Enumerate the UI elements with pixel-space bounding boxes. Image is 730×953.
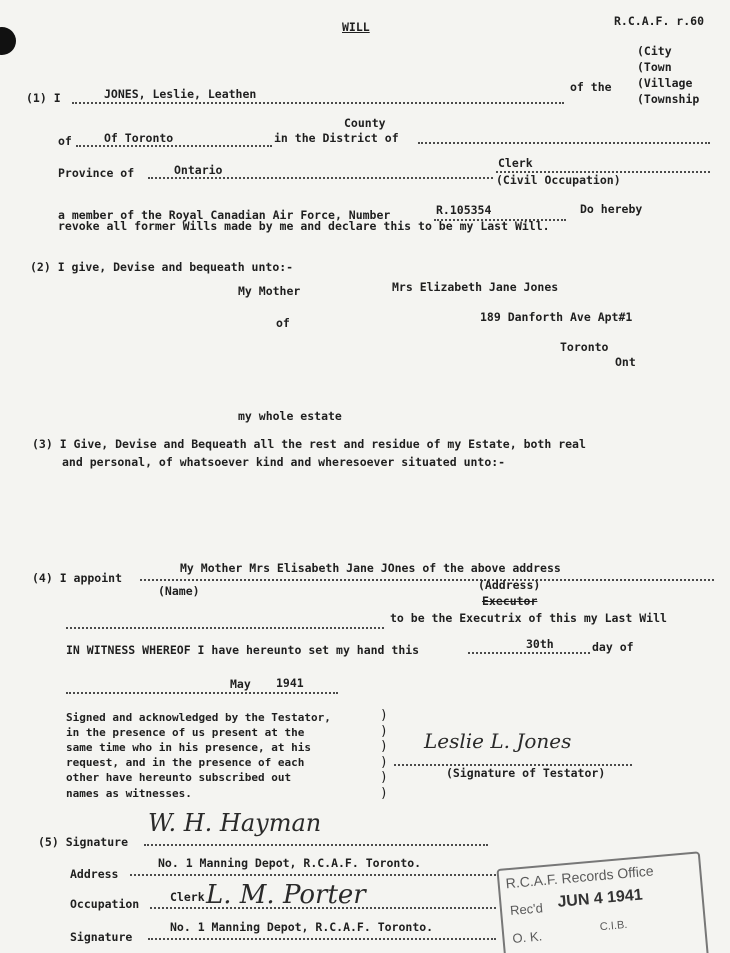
province-label: Province of — [58, 166, 135, 180]
witness-text: IN WITNESS WHEREOF I have hereunto set my hand this — [66, 643, 420, 657]
address-line3: Ont — [615, 355, 636, 369]
witness2-signature: L. M. Porter — [206, 880, 366, 910]
occupation-value: Clerk — [498, 156, 533, 170]
occupation-label: Occupation — [70, 897, 140, 911]
of-value: Of Toronto — [104, 131, 174, 145]
year-value: 1941 — [276, 676, 304, 690]
testator-caption: (Signature of Testator) — [446, 766, 606, 780]
address-caption: (Address) — [478, 578, 541, 592]
appointee: My Mother Mrs Elisabeth Jane JOnes of the above address — [180, 561, 561, 575]
attestation-line6: names as witnesses. — [66, 787, 192, 800]
will-document: WILL R.C.A.F. r.60 (City (Town (Village (Township (1) I JONES, Leslie, Leathen of the County of Of Toronto in the District of Province of Ontario Clerk (Civil Occupation) a member of the Royal Canadian Air Force, Number R.105354 Do hereby revoke all former Wills made by me and declare this to be my Last Will. (2) I give, Devise and bequeath unto:- My Mother Mrs Elizabeth Jane Jones of 189 Danforth Ave Apt#1 Toronto Ont my whole estate (3) I Give, Devise and Bequeath all the rest and residue of my Estate, both real and personal, of whatsoever kind and wheresoever situated unto:- (4) I appoint My Mother Mrs Elisabeth Jane JOnes of the above address (Name) (Address) Executor to be the Executrix of this my Last Will IN WITNESS WHEREOF I have hereunto set my hand this 30th day of May 1941 Signed and acknowledged by the Testator, in the presence of us present at the same time who in his presence, at his request, and in the presence of each other have hereunto subscribed out names as witnesses. ) ) ) ) ) ) Leslie L. Jones (Signature of Testator) (5) Signature W. H. Hayman Address No. 1 Manning Depot, R.C.A.F. Toronto. Occupation Clerk Signature No. 1 Manning Depot, R.C.A.F. Toronto. L. M. Porter R.C.A.F. Records Office Rec'd JUN 4 1941 O. K. C.I.B. — [0, 0, 730, 953]
attestation-line1: Signed and acknowledged by the Testator, — [66, 711, 331, 724]
executrix-text: to be the Executrix of this my Last Will — [390, 611, 667, 625]
stamp-recd-label: Rec'd — [509, 900, 544, 919]
witness1-signature: W. H. Hayman — [148, 809, 322, 837]
hereby-text: Do hereby — [580, 202, 643, 216]
locality-option-township: (Township — [637, 92, 700, 106]
punch-hole — [0, 27, 16, 55]
locality-option-town: (Town — [637, 60, 672, 74]
locality-option-city: (City — [637, 44, 672, 58]
clause3-line1: (3) I Give, Devise and Bequeath all the rest and residue of my Estate, both real — [32, 437, 586, 451]
district-label: in the District of — [274, 131, 399, 145]
executor-struck: Executor — [482, 594, 538, 608]
beneficiary-of-label: of — [276, 316, 290, 330]
locality-option-village: (Village — [637, 76, 693, 90]
attestation-line3: same time who in his presence, at his — [66, 741, 312, 754]
attestation-line4: request, and in the presence of each — [66, 756, 305, 769]
month-value: May — [230, 677, 251, 691]
bequest-text: my whole estate — [238, 409, 342, 423]
county-label: County — [344, 116, 386, 130]
document-title: WILL — [342, 20, 370, 34]
address2-value: No. 1 Manning Depot, R.C.A.F. Toronto. — [170, 920, 434, 934]
testator-signature: Leslie L. Jones — [424, 729, 572, 753]
clause1-number: (1) I — [26, 91, 61, 105]
beneficiary-name: Mrs Elizabeth Jane Jones — [392, 280, 559, 294]
province-value: Ontario — [174, 163, 223, 177]
stamp-ok-label: O. K. — [511, 928, 543, 946]
name-caption: (Name) — [158, 584, 200, 598]
attestation-line2: in the presence of us present at the — [66, 726, 305, 739]
stamp-date: JUN 4 1941 — [556, 886, 644, 911]
attestation-line5: other have hereunto subscribed out — [66, 771, 292, 784]
address-value: No. 1 Manning Depot, R.C.A.F. Toronto. — [158, 856, 422, 870]
day-of-label: day of — [592, 640, 634, 654]
occupation-caption: (Civil Occupation) — [496, 173, 621, 187]
clause3-line2: and personal, of whatsoever kind and wheresoever situated unto:- — [62, 455, 506, 469]
stamp-cib-label: C.I.B. — [599, 918, 628, 934]
address-line2: Toronto — [560, 340, 609, 354]
appoint-label: (4) I appoint — [32, 571, 123, 585]
signature2-label: Signature — [70, 930, 133, 944]
testator-name: JONES, Leslie, Leathen — [104, 87, 257, 101]
service-number: R.105354 — [436, 203, 492, 217]
beneficiary-relation: My Mother — [238, 284, 301, 298]
address-label: Address — [70, 867, 119, 881]
of-the-label: of the — [570, 80, 612, 94]
address-line1: 189 Danforth Ave Apt#1 — [480, 310, 633, 324]
clause2-heading: (2) I give, Devise and bequeath unto:- — [30, 260, 294, 274]
revoke-text: revoke all former Wills made by me and declare this to be my Last Will. — [58, 219, 550, 233]
member-text: a member of the Royal Canadian Air Force, Number — [58, 208, 391, 222]
stamp-line1: R.C.A.F. Records Office — [504, 862, 655, 892]
of-label: of — [58, 134, 72, 148]
signature-label: (5) Signature — [38, 835, 129, 849]
day-value: 30th — [526, 637, 554, 651]
witness-occupation-value: Clerk — [170, 890, 205, 904]
records-office-stamp — [496, 851, 709, 953]
form-number: R.C.A.F. r.60 — [614, 14, 705, 28]
